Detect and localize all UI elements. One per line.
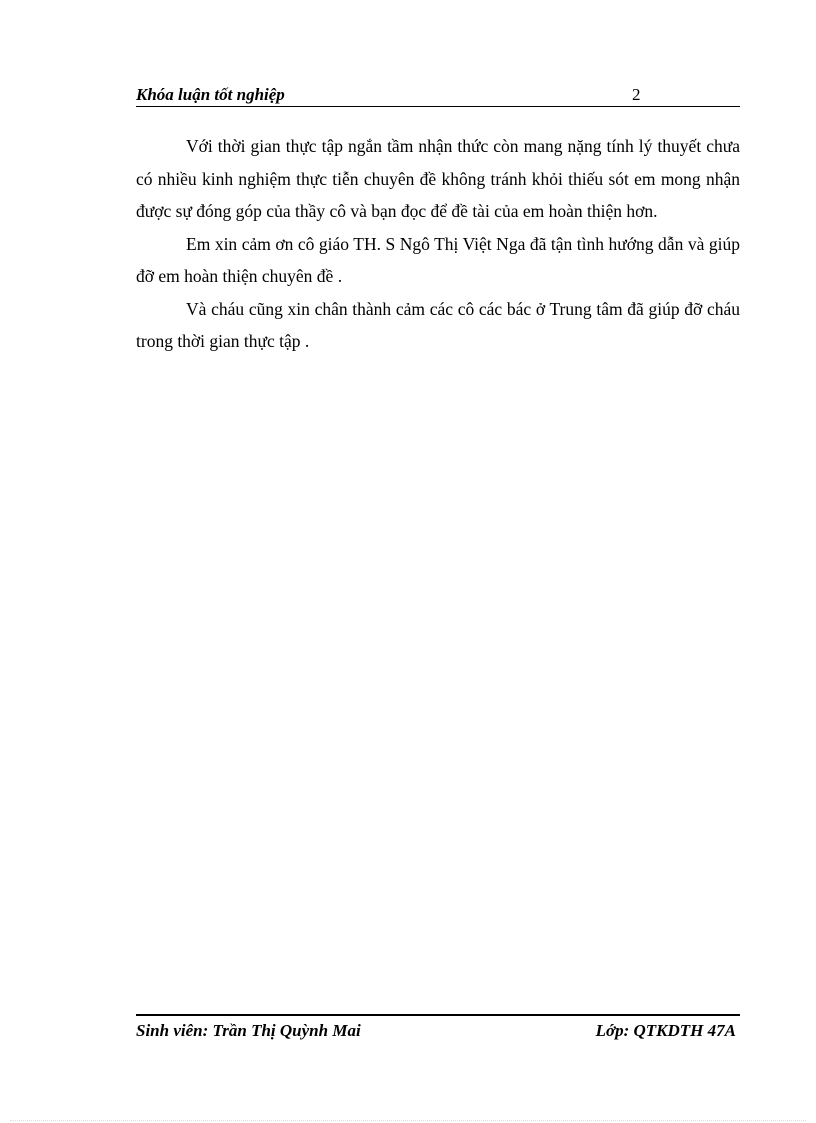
paragraph-2: Em xin cảm ơn cô giáo TH. S Ngô Thị Việt Nga đã tận tình hướng dẫn và giúp đỡ em hoàn thiện chuyên đề .	[136, 233, 740, 286]
page-footer	[136, 1014, 740, 1044]
document-body	[136, 130, 740, 358]
page-number: 2	[632, 85, 641, 104]
paragraph-3: Và cháu cũng xin chân thành cảm các cô các bác ở Trung tâm đã giúp đỡ cháu trong thời gian thực tập .	[136, 298, 740, 351]
page-bottom-divider	[10, 1120, 806, 1121]
header-title: Khóa luận tốt nghiệp	[136, 85, 285, 104]
page-header	[136, 84, 740, 107]
footer-student-name: Sinh viên: Trần Thị Quỳnh Mai	[136, 1021, 361, 1040]
footer-class: Lớp: QTKDTH 47A	[595, 1021, 736, 1040]
paragraph-1: Với thời gian thực tập ngắn tầm nhận thức còn mang nặng tính lý thuyết chưa có nhiều kinh nghiệm thực tiễn chuyên đề không tránh khỏi thiếu sót em mong nhận được sự đóng góp của thầy cô và bạn đọc để đề tài của em hoàn thiện hơn.	[136, 136, 740, 221]
